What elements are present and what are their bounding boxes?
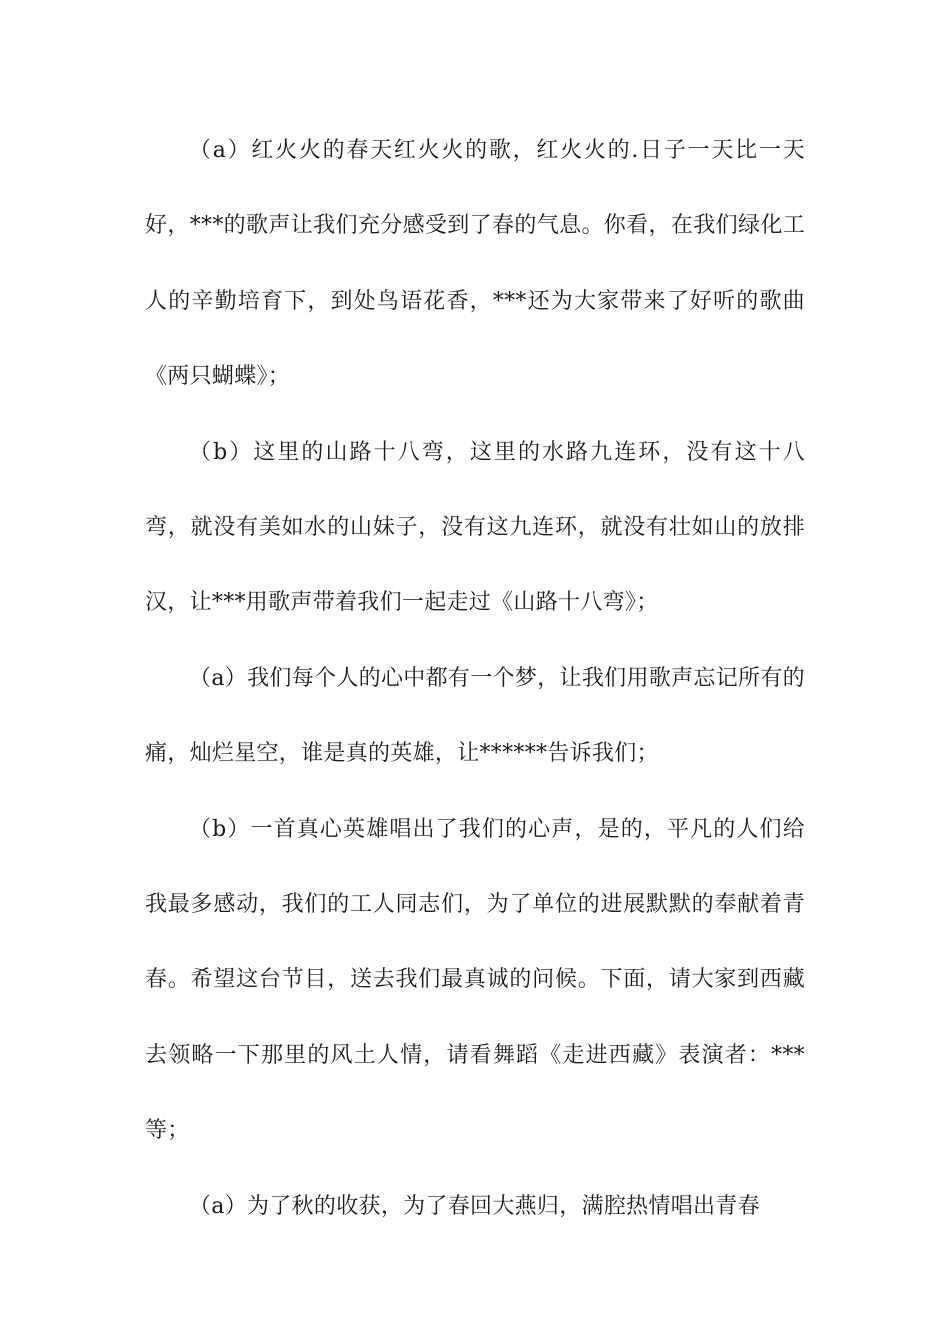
document-body bbox=[145, 113, 805, 1244]
paragraph-2: （b）这里的山路十八弯，这里的水路九连环，没有这十八弯，就没有美如水的山妹子，没有这九连环，就没有壮如山的放排汉，让***用歌声带着我们一起走过《山路十八弯》； bbox=[145, 439, 805, 616]
paragraph-1: （a）红火火的春天红火火的歌，红火火的.日子一天比一天好，***的歌声让我们充分感受到了春的气息。你看，在我们绿化工人的辛勤培育下，到处鸟语花香，***还为大家带来了好听的歌曲《两只蝴蝶》； bbox=[145, 138, 805, 390]
paragraph-3: （a）我们每个人的心中都有一个梦，让我们用歌声忘记所有的痛，灿烂星空，谁是真的英雄，让******告诉我们； bbox=[145, 665, 805, 767]
paragraph-5: （a）为了秋的收获，为了春回大燕归，满腔热情唱出青春 bbox=[189, 1193, 760, 1219]
paragraph-4: （b）一首真心英雄唱出了我们的心声，是的，平凡的人们给我最多感动，我们的工人同志们，为了单位的进展默默的奉献着青春。希望这台节目，送去我们最真诚的问候。下面，请大家到西藏去领略一下那里的风土人情，请看舞蹈《走进西藏》表演者：***等； bbox=[145, 816, 805, 1144]
